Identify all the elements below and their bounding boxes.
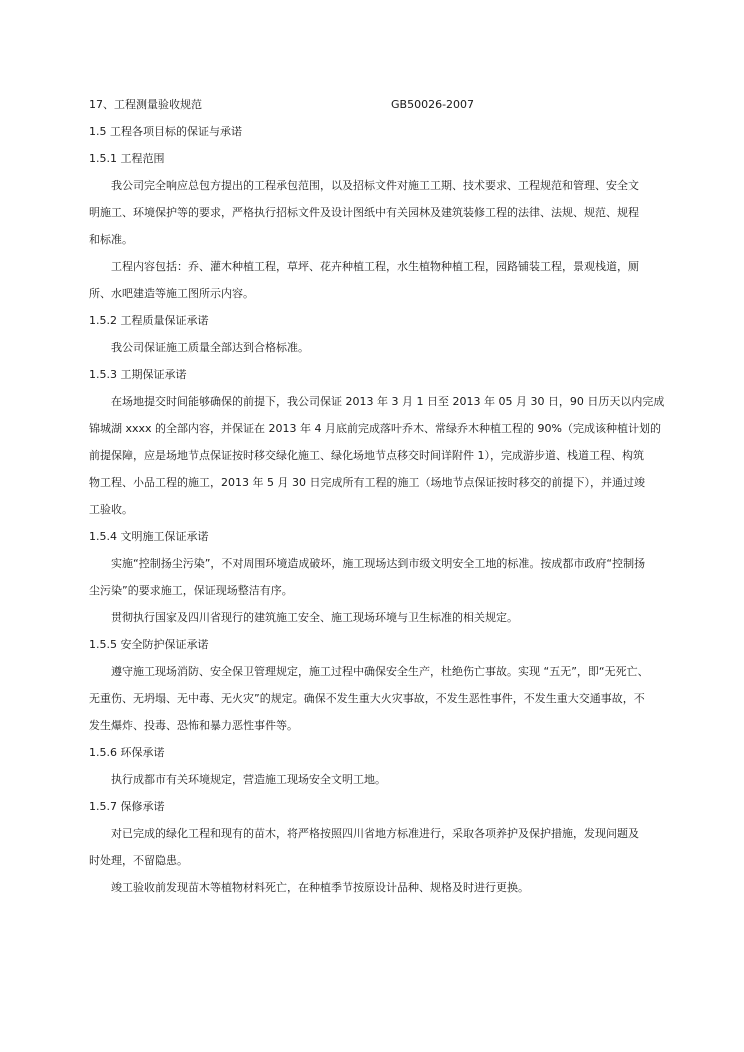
text-line: 工验收。 (89, 503, 133, 516)
text-line: 在场地提交时间能够确保的前提下，我公司保证 2013 年 3 月 1 日至 2013 年 05 月 30 日，90 日历天以内完成 (111, 395, 665, 408)
paragraph-safety-protection (89, 658, 657, 739)
heading-1-5-5: 1.5.5 安全防护保证承诺 (89, 638, 209, 651)
paragraph-civilized-construction (89, 550, 657, 604)
text-line: 我公司完全响应总包方提出的工程承包范围，以及招标文件对施工工期、技术要求、工程规范和管理、安全文 (111, 179, 639, 192)
heading-1-5-6: 1.5.6 环保承诺 (89, 746, 165, 759)
paragraph-quality (89, 334, 657, 361)
text-line: 物工程、小品工程的施工，2013 年 5 月 30 日完成所有工程的施工（场地节点保证按时移交的前提下），并通过竣 (89, 476, 645, 489)
paragraph-warranty-2 (89, 874, 657, 901)
text-line: 遵守施工现场消防、安全保卫管理规定，施工过程中确保安全生产，杜绝伤亡事故。实现 “五无”，即“无死亡、 (111, 665, 649, 678)
standard-code: GB50026-2007 (391, 98, 475, 111)
heading-1-5-2: 1.5.2 工程质量保证承诺 (89, 314, 209, 327)
heading-1-5-3: 1.5.3 工期保证承诺 (89, 368, 187, 381)
heading-1-5-4: 1.5.4 文明施工保证承诺 (89, 530, 209, 543)
text-line: 尘污染”的要求施工，保证现场整洁有序。 (89, 584, 293, 597)
standard-name: 17、工程测量验收规范 (89, 98, 202, 111)
paragraph-schedule (89, 388, 665, 523)
text-line: 竣工验收前发现苗木等植物材料死亡，在种植季节按原设计品种、规格及时进行更换。 (111, 881, 529, 894)
text-line: 锦城湖 xxxx 的全部内容，并保证在 2013 年 4 月底前完成落叶乔木、常绿乔木种植工程的 90%（完成该种植计划的 (89, 422, 661, 435)
text-line: 对已完成的绿化工程和现有的苗木，将严格按照四川省地方标准进行，采取各项养护及保护措施，发现问题及 (111, 827, 639, 840)
standard-reference-row (89, 91, 657, 118)
document-body (89, 95, 665, 901)
text-line: 所、水吧建造等施工图所示内容。 (89, 287, 254, 300)
text-line: 贯彻执行国家及四川省现行的建筑施工安全、施工现场环境与卫生标准的相关规定。 (111, 611, 518, 624)
paragraph-scope-response (89, 172, 657, 253)
paragraph-environmental (89, 766, 657, 793)
text-line: 实施“控制扬尘污染”，不对周围环境造成破坏，施工现场达到市级文明安全工地的标准。按成都市政府“控制扬 (111, 557, 646, 570)
text-line: 执行成都市有关环境规定，营造施工现场安全文明工地。 (111, 773, 386, 786)
text-line: 时处理，不留隐患。 (89, 854, 188, 867)
text-line: 工程内容包括：乔、灌木种植工程，草坪、花卉种植工程，水生植物种植工程，园路铺装工程，景观栈道，厕 (111, 260, 639, 273)
text-line: 无重伤、无坍塌、无中毒、无火灾”的规定。确保不发生重大火灾事故，不发生恶性事件，不发生重大交通事故，不 (89, 692, 645, 705)
text-line: 我公司保证施工质量全部达到合格标准。 (111, 341, 309, 354)
paragraph-safety-standards (89, 604, 657, 631)
paragraph-warranty-1 (89, 820, 657, 874)
heading-1-5-1: 1.5.1 工程范围 (89, 152, 165, 165)
text-line: 明施工、环境保护等的要求，严格执行招标文件及设计图纸中有关园林及建筑装修工程的法律、法规、规范、规程 (89, 206, 639, 219)
text-line: 发生爆炸、投毒、恐怖和暴力恶性事件等。 (89, 719, 298, 732)
text-line: 和标准。 (89, 233, 133, 246)
section-title: 1.5 工程各项目标的保证与承诺 (89, 125, 242, 138)
heading-1-5-7: 1.5.7 保修承诺 (89, 800, 165, 813)
paragraph-scope-content (89, 253, 657, 307)
text-line: 前提保障，应是场地节点保证按时移交绿化施工、绿化场地节点移交时间详附件 1），完成游步道、栈道工程、构筑 (89, 449, 644, 462)
